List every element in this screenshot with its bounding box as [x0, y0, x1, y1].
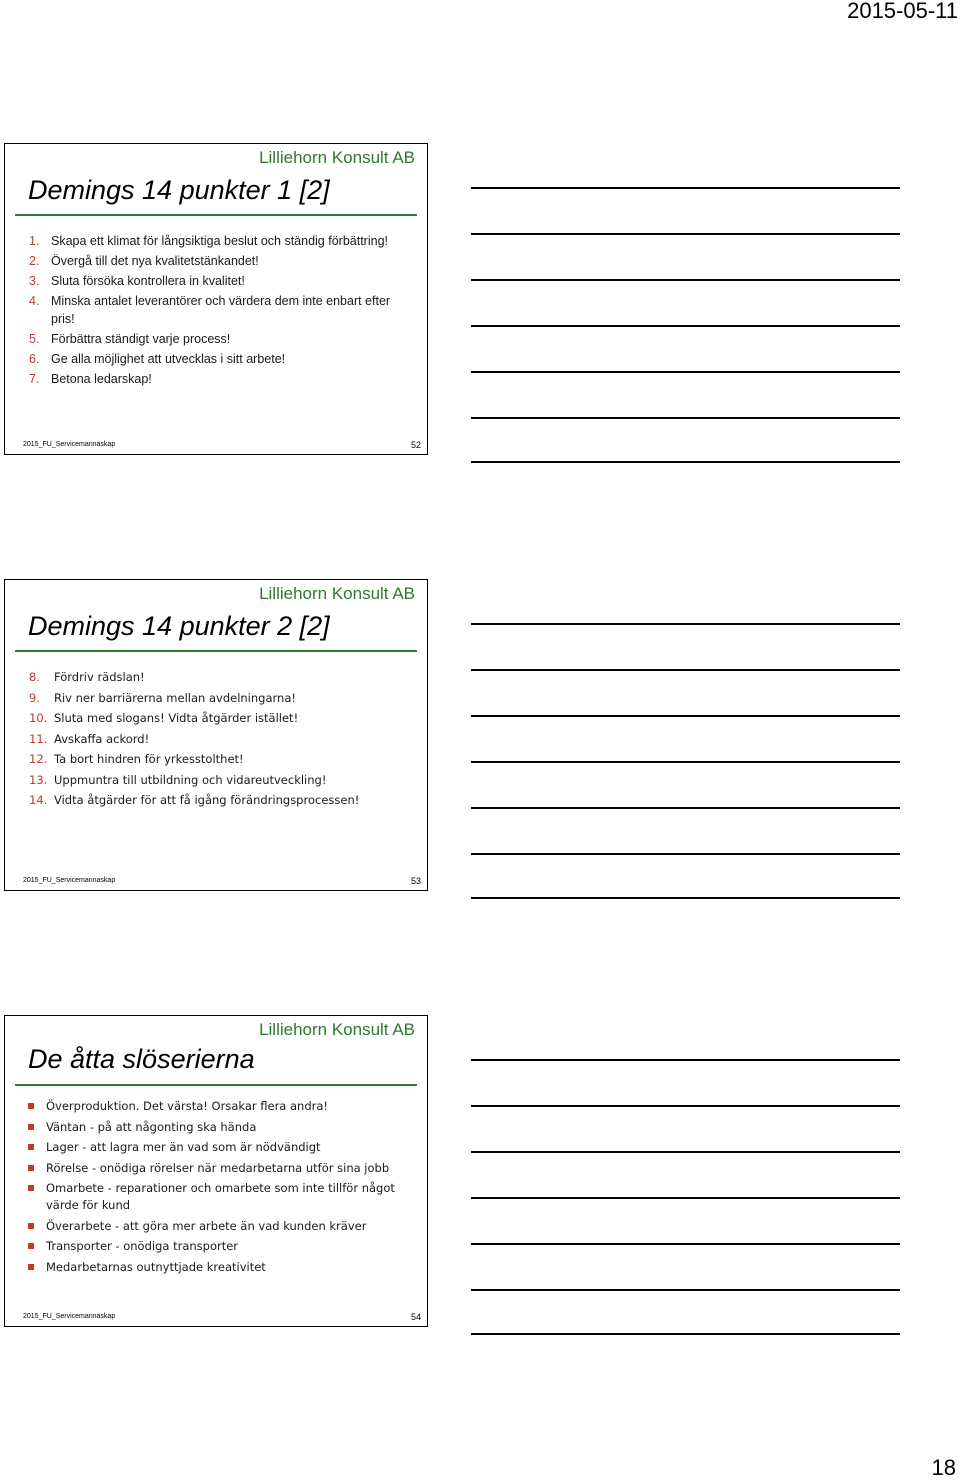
notes-line [471, 1151, 900, 1153]
list-item [27, 1218, 415, 1235]
item-text: Ge alla möjlighet att utvecklas i sitt arbete! [51, 352, 286, 366]
item-text: Avskaffa ackord! [54, 731, 150, 746]
item-text: Övergå till det nya kvalitetstänkandet! [51, 254, 259, 268]
item-number: 13. [29, 772, 48, 787]
list-item [29, 330, 415, 348]
item-number: 3. [29, 274, 40, 288]
notes-line [471, 187, 900, 189]
notes-line [471, 233, 900, 235]
page-date: 2015-05-11 [847, 0, 958, 23]
item-text: Lager - att lagra mer än vad som är nödvändigt [46, 1140, 321, 1154]
list-item [29, 668, 415, 686]
notes-line [471, 1197, 900, 1199]
list-item [27, 1180, 415, 1214]
company-name: Lilliehorn Konsult AB [259, 584, 415, 603]
title-divider [15, 1084, 417, 1086]
item-text: Sluta med slogans! Vidta åtgärder istället! [54, 711, 299, 725]
item-text: Sluta försöka kontrollera in kvalitet! [51, 274, 245, 288]
slide-number: 54 [410, 1312, 421, 1322]
item-text: Transporter - onödiga transporter [46, 1239, 239, 1253]
notes-line [471, 853, 900, 855]
slide-54 [4, 1015, 428, 1327]
item-text: Betona ledarskap! [51, 372, 152, 386]
slide-number: 53 [410, 876, 421, 886]
list-item [27, 1259, 415, 1276]
bullet-list [27, 1098, 415, 1279]
list-item [27, 1160, 415, 1177]
notes-line [471, 461, 900, 463]
list-item [29, 750, 415, 768]
slide-53 [4, 579, 428, 891]
slide-title: Demings 14 punkter 1 [2] [28, 175, 330, 205]
slide-title: De åtta slöserierna [28, 1044, 255, 1074]
list-item [29, 370, 415, 388]
item-text: Förbättra ständigt varje process! [51, 332, 231, 346]
list-item [27, 1098, 415, 1115]
list-item [29, 232, 415, 250]
item-text: Överarbete - att göra mer arbete än vad kunden kräver [46, 1218, 367, 1233]
list-item [27, 1139, 415, 1156]
item-text: Överproduktion. Det värsta! Orsakar flera andra! [46, 1099, 329, 1113]
notes-line [471, 1105, 900, 1107]
item-number: 5. [29, 332, 40, 346]
notes-line [471, 715, 900, 717]
item-text: Väntan - på att någonting ska hända [46, 1119, 257, 1134]
title-divider [15, 214, 417, 216]
item-text: Riv ner barriärerna mellan avdelningarna! [54, 690, 296, 705]
numbered-list [29, 232, 415, 390]
notes-line [471, 761, 900, 763]
list-item [29, 771, 415, 789]
notes-line [471, 371, 900, 373]
item-number: 6. [29, 352, 40, 366]
slide-footer: 2015_FU_Servicemannaskap [23, 441, 116, 448]
list-item [27, 1238, 415, 1255]
list-item [29, 272, 415, 290]
list-item [29, 689, 415, 707]
page-number: 18 [931, 1455, 956, 1480]
item-text: Uppmuntra till utbildning och vidareutveckling! [54, 772, 327, 787]
list-item [29, 730, 415, 748]
item-number: 12. [29, 752, 48, 766]
item-number: 4. [29, 294, 40, 308]
notes-line [471, 897, 900, 899]
item-number: 9. [29, 690, 40, 705]
slide-number: 52 [410, 440, 421, 450]
slide-footer: 2015_FU_Servicemannaskap [23, 1313, 116, 1320]
item-text: Rörelse - onödiga rörelser när medarbetarna utför sina jobb [46, 1160, 390, 1175]
company-name: Lilliehorn Konsult AB [259, 1020, 415, 1039]
numbered-list [29, 668, 415, 812]
notes-line [471, 417, 900, 419]
item-text: Fördriv rädslan! [54, 670, 145, 684]
item-number: 1. [29, 234, 40, 248]
item-text: Ta bort hindren för yrkesstolthet! [54, 752, 244, 766]
notes-line [471, 279, 900, 281]
slide-footer: 2015_FU_Servicemannaskap [23, 877, 116, 884]
item-text: Omarbete - reparationer och omarbete som inte tillför något värde för kund [46, 1181, 395, 1212]
company-name: Lilliehorn Konsult AB [259, 148, 415, 167]
notes-line [471, 1333, 900, 1335]
list-item [29, 292, 415, 328]
item-number: 8. [29, 670, 40, 684]
list-item [29, 791, 415, 809]
notes-line [471, 325, 900, 327]
slide-52 [4, 143, 428, 455]
list-item [29, 252, 415, 270]
item-text: Vidta åtgärder för att få igång förändringsprocessen! [54, 793, 360, 807]
notes-line [471, 1289, 900, 1291]
item-text: Skapa ett klimat för långsiktiga beslut och ständig förbättring! [51, 234, 388, 248]
item-text: Medarbetarnas outnyttjade kreativitet [46, 1259, 266, 1274]
notes-line [471, 807, 900, 809]
list-item [29, 709, 415, 727]
notes-line [471, 623, 900, 625]
notes-line [471, 1243, 900, 1245]
list-item [29, 350, 415, 368]
item-number: 14. [29, 793, 48, 807]
title-divider [15, 650, 417, 652]
item-number: 7. [29, 372, 40, 386]
slide-title: Demings 14 punkter 2 [2] [28, 611, 330, 641]
notes-line [471, 669, 900, 671]
item-text: Minska antalet leverantörer och värdera dem inte enbart efter pris! [51, 294, 391, 326]
item-number: 11. [29, 731, 48, 746]
item-number: 2. [29, 254, 40, 268]
item-number: 10. [29, 711, 48, 725]
list-item [27, 1119, 415, 1136]
notes-line [471, 1059, 900, 1061]
